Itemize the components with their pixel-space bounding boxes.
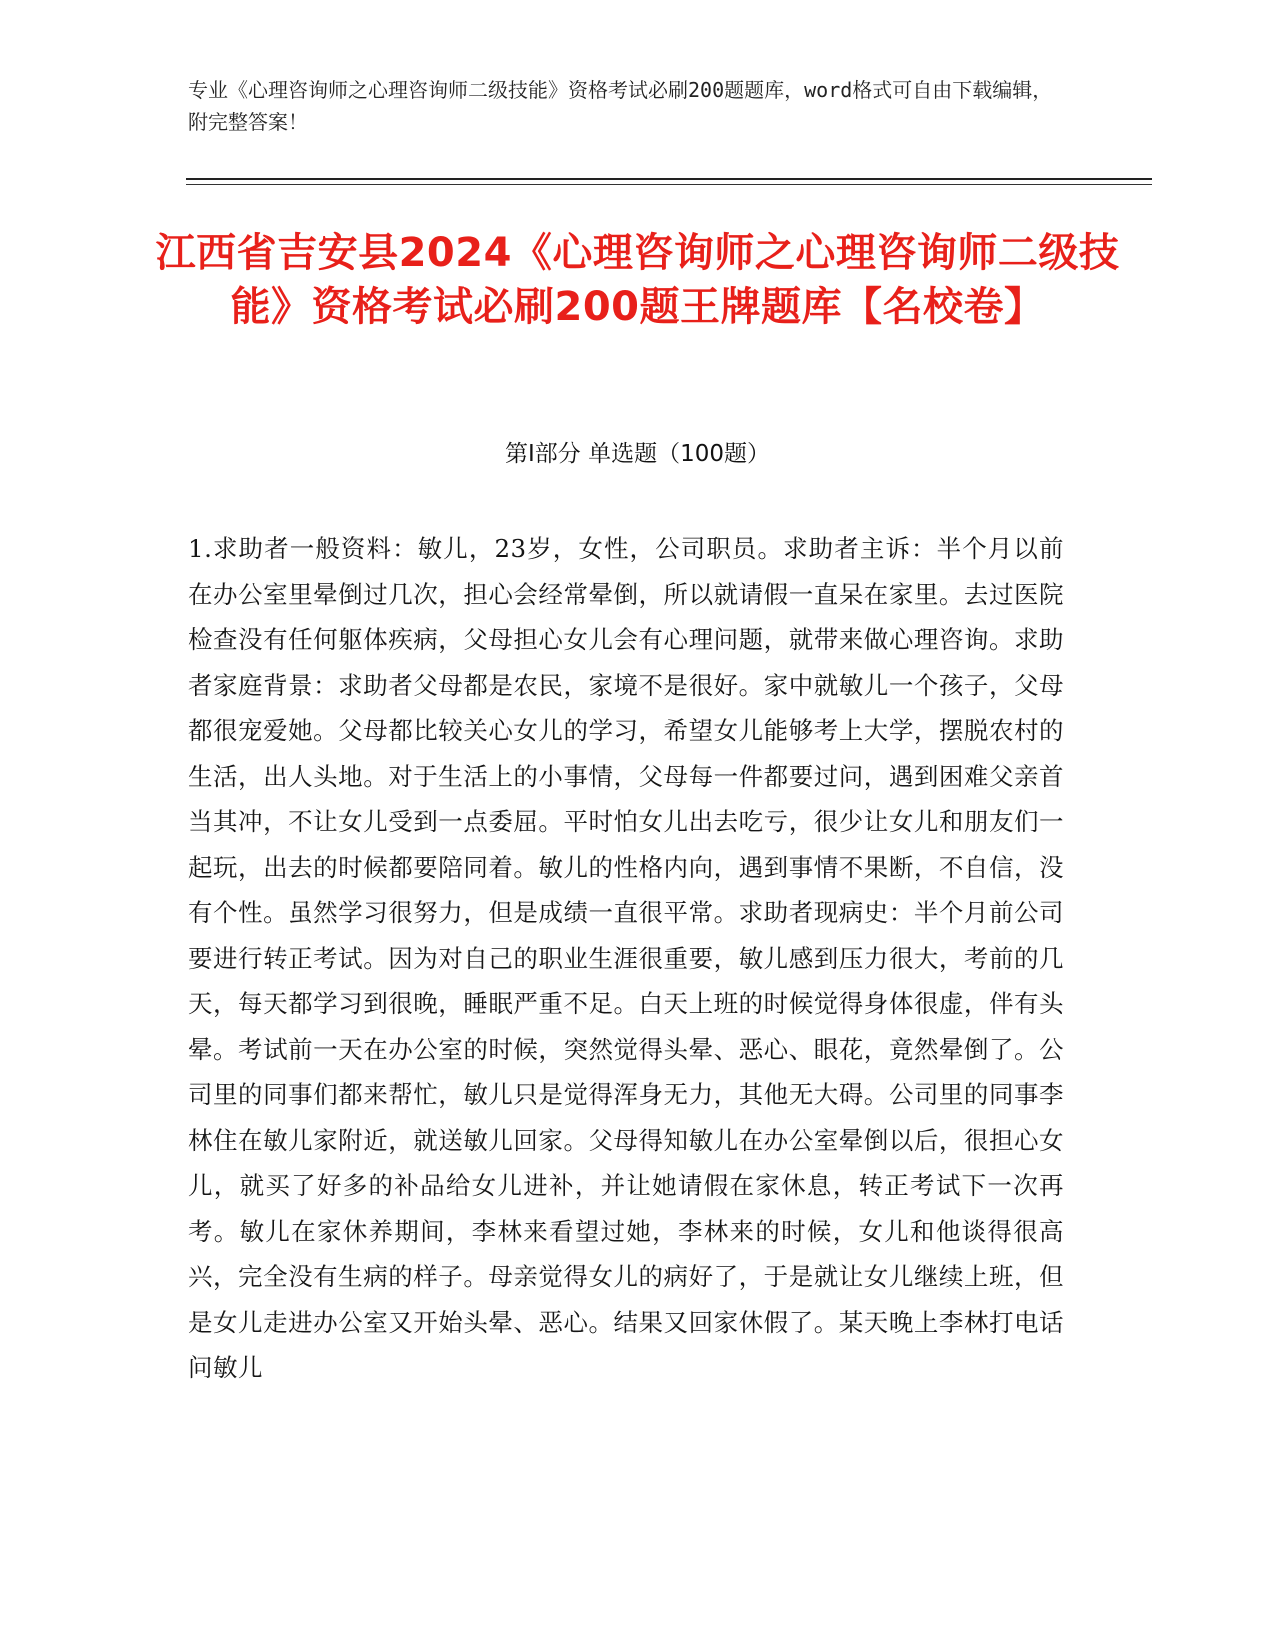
header-rule-thick <box>186 178 1152 180</box>
header-rule-thin <box>186 184 1152 185</box>
question-text: 1.求助者一般资料：敏儿，23岁，女性，公司职员。求助者主诉：半个月以前在办公室里晕倒过几次，担心会经常晕倒，所以就请假一直呆在家里。去过医院检查没有任何躯体疾病，父母担心女儿会有心理问题，就带来做心理咨询。求助者家庭背景：求助者父母都是农民，家境不是很好。家中就敏儿一个孩子，父母都很宠爱她。父母都比较关心女儿的学习，希望女儿能够考上大学，摆脱农村的生活，出人头地。对于生活上的小事情，父母每一件都要过问，遇到困难父亲首当其冲，不让女儿受到一点委屈。平时怕女儿出去吃亏，很少让女儿和朋友们一起玩，出去的时候都要陪同着。敏儿的性格内向，遇到事情不果断，不自信，没有个性。虽然学习很努力，但是成绩一直很平常。求助者现病史：半个月前公司要进行转正考试。因为对自己的职业生涯很重要，敏儿感到压力很大，考前的几天，每天都学习到很晚，睡眠严重不足。白天上班的时候觉得身体很虚，伴有头晕。考试前一天在办公室的时候，突然觉得头晕、恶心、眼花，竟然晕倒了。公司里的同事们都来帮忙，敏儿只是觉得浑身无力，其他无大碍。公司里的同事李林住在敏儿家附近，就送敏儿回家。父母得知敏儿在办公室晕倒以后，很担心女儿，就买了好多的补品给女儿进补，并让她请假在家休息，转正考试下一次再考。敏儿在家休养期间，李林来看望过她，李林来的时候，女儿和他谈得很高兴，完全没有生病的样子。母亲觉得女儿的病好了，于是就让女儿继续上班，但是女儿走进办公室又开始头晕、恶心。结果又回家休假了。某天晚上李林打电话问敏儿 <box>188 534 1064 1382</box>
document-title: 江西省吉安县2024《心理咨询师之心理咨询师二级技能》资格考试必刷200题王牌题库【名校卷】 <box>155 230 1120 330</box>
header-note: 专业《心理咨询师之心理咨询师二级技能》资格考试必刷200题题库，word格式可自由下载编辑，附完整答案！ <box>188 78 1053 134</box>
section-heading: 第Ⅰ部分 单选题（100题） <box>505 441 770 467</box>
